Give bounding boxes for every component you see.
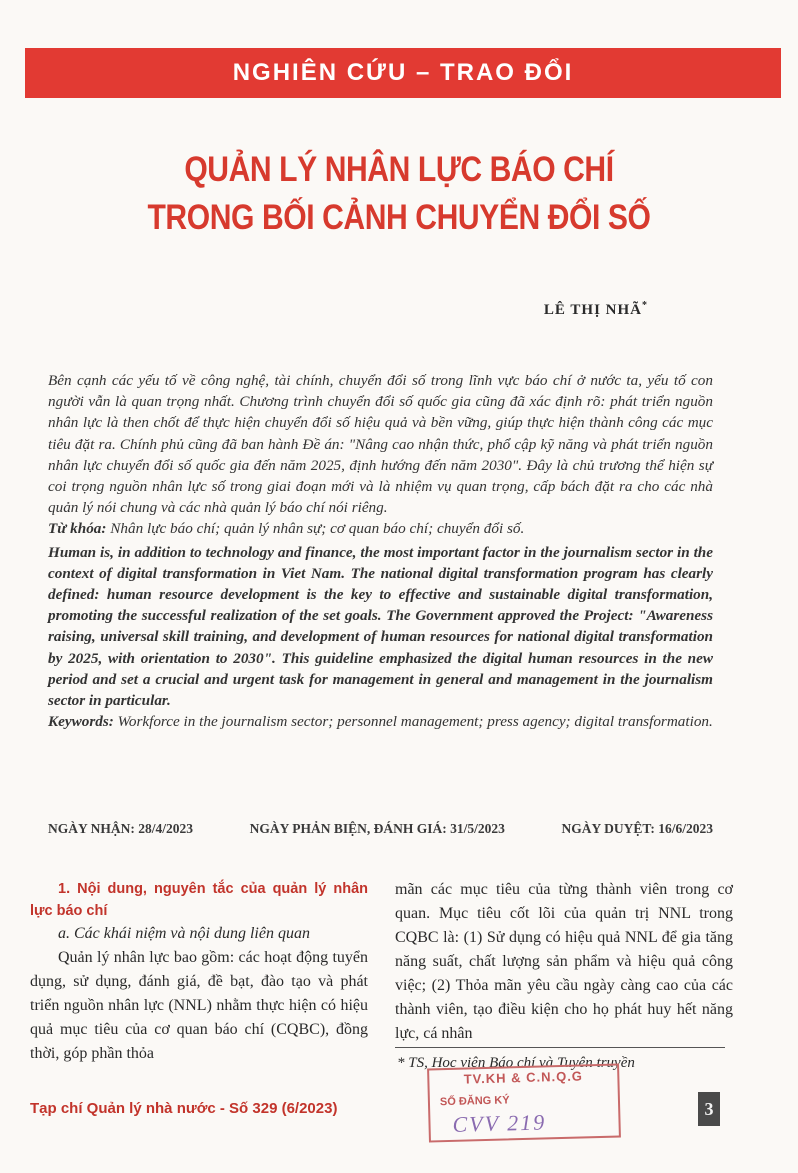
body-paragraph-continued: mãn các mục tiêu của từng thành viên trong cơ quan. Mục tiêu cốt lõi của quản trị NNL trong CQBC là: (1) Sử dụng có hiệu quả NNL để gia tăng năng suất, chất lượng sản phẩm và hiệu quả công việc; (2) Thỏa mãn yêu cầu ngày càng cao của các thành viên, tạo điều kiện cho họ phát huy hết năng lực, cá nhân: [395, 881, 733, 1042]
date-approved: NGÀY DUYỆT: 16/6/2023: [561, 821, 713, 836]
abstract-en: Human is, in addition to technology and finance, the most important factor in the journalism sector in the context of digital transformation in Viet Nam. The national digital transformation program has clearly defined: human resource development is the key to effective and sustainable digital transformation, promoting the successful realization of the set goals. The Government approved the Project: "Awareness raising, universal skill training, and development of human resources for national digital transformation by 2025, with orientation to 2030". This guideline emphasized the digital human resources in the new period and set a crucial and urgent task for management in general and management in the journalism sector in particular.: [48, 543, 713, 710]
footnote: * TS, Học viện Báo chí và Tuyên truyền: [397, 1055, 635, 1071]
body-paragraph: Quản lý nhân lực bao gồm: các hoạt động tuyển dụng, sử dụng, đánh giá, đề bạt, đào tạo và phát triển nguồn nhân lực (NNL) nhằm thực hiện có hiệu quả mục tiêu của cơ quan báo chí (CQBC), đồng thời, góp phần thỏa: [30, 949, 368, 1062]
abstract-vi: Bên cạnh các yếu tố về công nghệ, tài chính, chuyển đổi số trong lĩnh vực báo chí ở nước ta, yếu tố con người vẫn là quan trọng nhất. Chương trình chuyển đổi số quốc gia cũng đã xác định rõ: phát triển nguồn nhân lực là then chốt để thực hiện chuyển đổi số hiệu quả và bền vững, giúp thực hiện thành công các mục tiêu đặt ra. Chính phủ cũng đã ban hành Đề án: "Nâng cao nhận thức, phổ cập kỹ năng và phát triển nguồn nhân lực chuyển đổi số quốc gia đến năm 2025, định hướng đến năm 2030". Đây là chủ trương thể hiện sự coi trọng nguồn nhân lực số trong giai đoạn mới và là nhiệm vụ quan trọng, cấp bách đặt ra cho các nhà quản lý nói chung và các nhà quản lý báo chí nói riêng.: [48, 372, 713, 517]
date-line: [48, 821, 713, 837]
right-column: [395, 878, 733, 1046]
footnote-divider: [395, 1047, 725, 1048]
article-title-line1: QUẢN LÝ NHÂN LỰC BÁO CHÍ: [184, 150, 614, 189]
left-column: [30, 878, 368, 1066]
article-title-line2: TRONG BỐI CẢNH CHUYỂN ĐỔI SỐ: [147, 198, 651, 237]
stamp-line2: SỐ ĐĂNG KÝ: [439, 1094, 510, 1109]
keywords-en: Keywords: Workforce in the journalism sector; personnel management; press agency; digital transformation.: [48, 713, 713, 731]
stamp-handwritten: CVV 219: [452, 1109, 547, 1137]
journal-footer: Tạp chí Quản lý nhà nước - Số 329 (6/2023): [30, 1100, 338, 1117]
section-heading: 1. Nội dung, nguyên tắc của quản lý nhân lực báo chí: [30, 881, 368, 919]
author: LÊ THỊ NHÃ*: [543, 300, 648, 318]
abstract-block: [48, 370, 713, 732]
library-stamp: [427, 1063, 621, 1142]
subsection-heading: a. Các khái niệm và nội dung liên quan: [58, 925, 310, 942]
date-received: NGÀY NHẬN: 28/4/2023: [48, 821, 193, 836]
stamp-line1: TV.KH & C.N.Q.G: [463, 1068, 584, 1087]
section-banner: NGHIÊN CỨU – TRAO ĐỔI: [25, 48, 781, 98]
keywords-vi: Từ khóa: Nhân lực báo chí; quản lý nhân sự; cơ quan báo chí; chuyển đổi số.: [48, 520, 525, 538]
date-reviewed: NGÀY PHẢN BIỆN, ĐÁNH GIÁ: 31/5/2023: [249, 821, 505, 836]
page-number: 3: [698, 1092, 720, 1126]
